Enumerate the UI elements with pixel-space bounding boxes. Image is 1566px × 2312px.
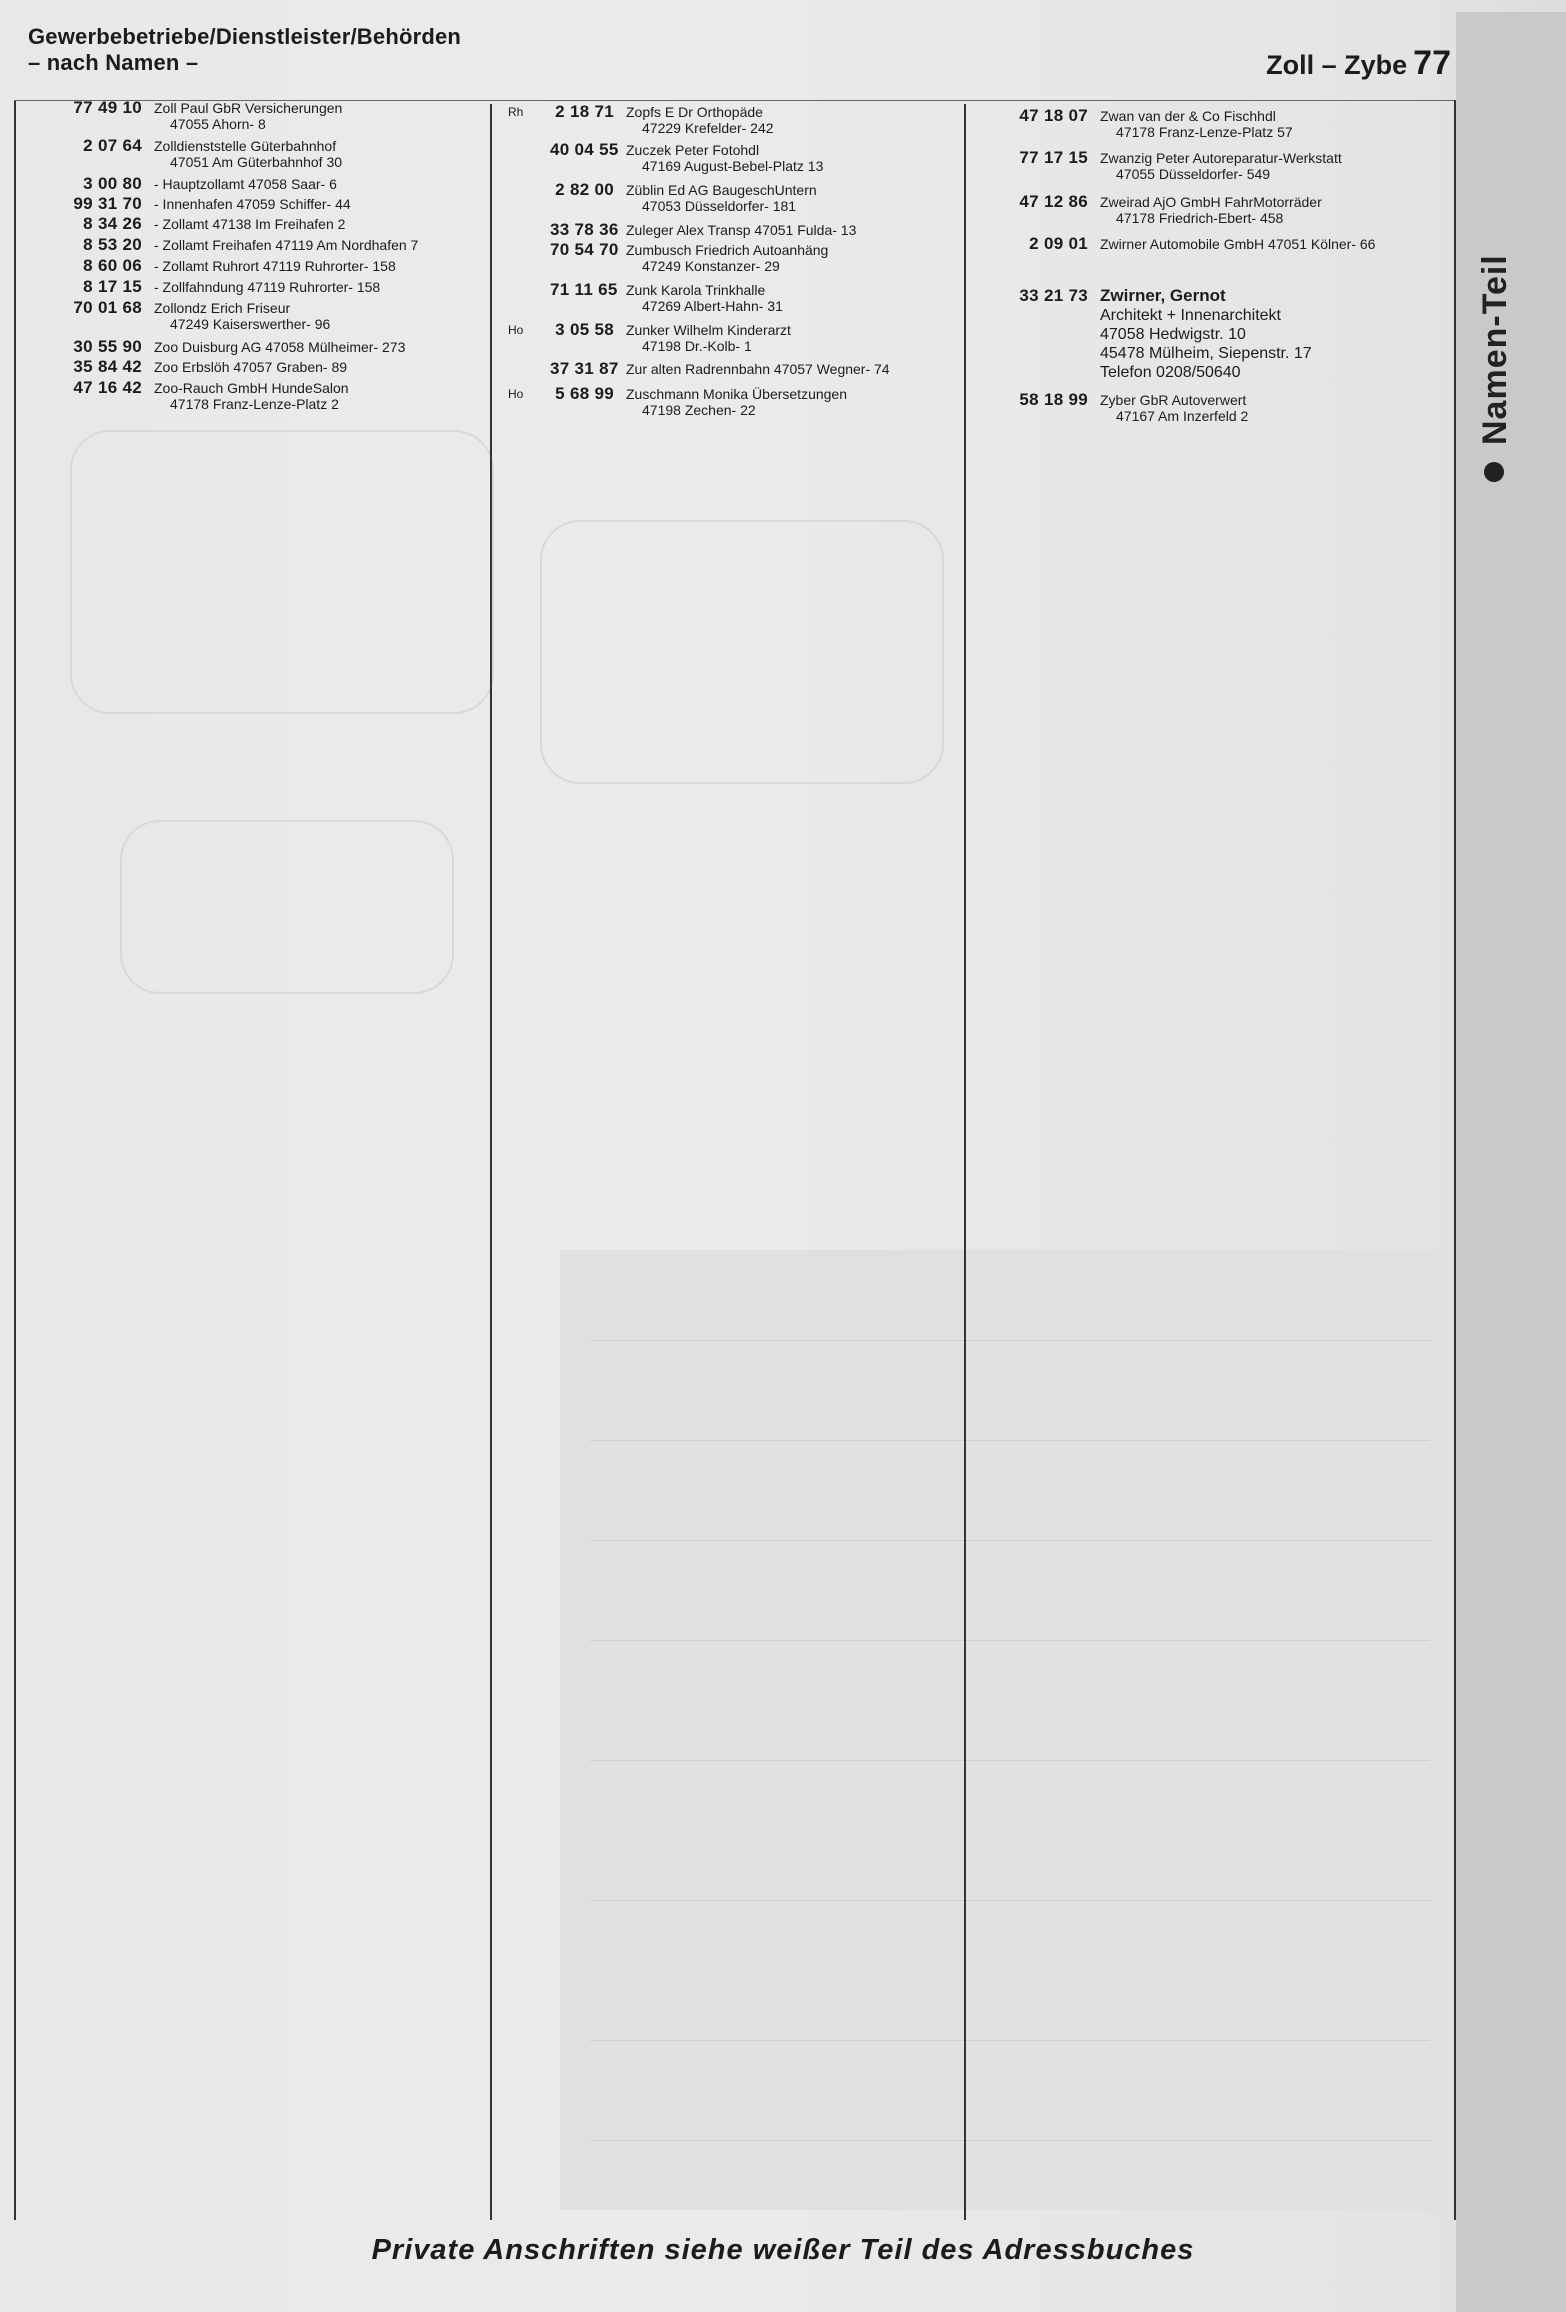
entry-name	[626, 182, 817, 214]
section-heading-line2: – nach Namen –	[28, 50, 199, 75]
page-header-right	[1266, 44, 1451, 83]
phone-number: 2 09 01	[1029, 234, 1088, 253]
entry-address: 47198 Dr.-Kolb- 1	[642, 338, 752, 354]
entry-name-text: Zunk Karola Trinkhalle	[626, 282, 766, 298]
entry-address: 47178 Friedrich-Ebert- 458	[1116, 210, 1284, 226]
phone-number: 47 16 42	[73, 378, 142, 397]
phone-number: 37 31 87	[550, 359, 619, 378]
entry-name-text: Züblin Ed AG BaugeschUntern	[626, 182, 817, 198]
page-number: 77	[1413, 44, 1451, 82]
list-item	[60, 176, 337, 192]
entry-name-text: Zwan van der & Co Fischhdl	[1100, 108, 1276, 124]
phone-number: 77 17 15	[1019, 148, 1088, 167]
entry-name-text: - Zollfahndung 47119 Ruhrorter- 158	[154, 279, 381, 295]
entry-address: 47229 Krefelder- 242	[642, 120, 774, 136]
entry-name-text: Zur alten Radrennbahn 47057 Wegner- 74	[626, 361, 890, 377]
entry-address: 47269 Albert-Hahn- 31	[642, 298, 783, 314]
featured-detail-line: Telefon 0208/50640	[1100, 364, 1241, 381]
entry-name-text: Zwanzig Peter Autoreparatur-Werkstatt	[1100, 150, 1342, 166]
alphabetic-range: Zoll – Zybe	[1266, 50, 1408, 80]
entry-address: 47055 Düsseldorfer- 549	[1116, 166, 1271, 182]
entry-name-text: - Zollamt Ruhrort 47119 Ruhrorter- 158	[154, 258, 396, 274]
entry-name	[1100, 108, 1293, 140]
list-item	[60, 300, 330, 332]
phone-number: 33 21 73	[1019, 286, 1088, 305]
entry-name	[626, 104, 774, 136]
list-item	[550, 182, 817, 214]
list-item	[60, 100, 342, 132]
entry-name	[626, 361, 890, 377]
entry-name-text: Zollondz Erich Friseur	[154, 300, 291, 316]
entry-name	[154, 196, 351, 212]
phone-number: 3 00 80	[83, 174, 142, 193]
list-item	[1010, 150, 1342, 182]
column-divider	[490, 104, 492, 2220]
phone-number: 77 49 10	[73, 98, 142, 117]
entry-name-text: Zuczek Peter Fotohdl	[626, 142, 760, 158]
entry-address: 47055 Ahorn- 8	[170, 116, 266, 132]
district-prefix: Ho	[508, 387, 524, 401]
phone-number: 30 55 90	[73, 337, 142, 356]
bullet-icon	[1484, 462, 1504, 482]
featured-entry	[1010, 286, 1312, 382]
entry-address: 47178 Franz-Lenze-Platz 57	[1116, 124, 1293, 140]
list-item	[1010, 392, 1248, 424]
district-prefix: Ho	[508, 323, 524, 337]
list-item	[550, 361, 890, 377]
entry-address: 47198 Zechen- 22	[642, 402, 756, 418]
entry-name	[154, 216, 345, 232]
phone-number: 40 04 55	[550, 140, 619, 159]
featured-detail-line: Architekt + Innenarchitekt	[1100, 307, 1281, 324]
entry-name	[154, 380, 349, 412]
phone-number: 2 07 64	[83, 136, 142, 155]
entry-name	[154, 339, 405, 355]
entry-name-text: Zwirner Automobile GmbH 47051 Kölner- 66	[1100, 236, 1376, 252]
list-item	[60, 339, 405, 355]
phone-number: 70 01 68	[73, 298, 142, 317]
entry-address: 47178 Franz-Lenze-Platz 2	[170, 396, 339, 412]
column-divider	[964, 104, 966, 2220]
phone-number: 99 31 70	[73, 194, 142, 213]
side-tab-text: Namen-Teil	[1476, 254, 1514, 445]
list-item	[60, 258, 396, 274]
entry-name-text: Zoll Paul GbR Versicherungen	[154, 100, 343, 116]
list-item	[1010, 194, 1322, 226]
entry-address: 47051 Am Güterbahnhof 30	[170, 154, 343, 170]
phone-number: 47 12 86	[1019, 192, 1088, 211]
entry-name	[626, 322, 791, 354]
phone-number: 33 78 36	[550, 220, 619, 239]
entry-name-text: Zoo Duisburg AG 47058 Mülheimer- 273	[154, 339, 406, 355]
entry-name	[626, 386, 847, 418]
entry-name	[154, 100, 342, 132]
entry-name-text: Zunker Wilhelm Kinderarzt	[626, 322, 791, 338]
entry-name	[154, 279, 380, 295]
featured-detail-line: 47058 Hedwigstr. 10	[1100, 326, 1246, 343]
entry-name-text: Zuleger Alex Transp 47051 Fulda- 13	[626, 222, 857, 238]
phone-number: 5 68 99	[555, 384, 614, 403]
entry-name-text: Zoo-Rauch GmbH HundeSalon	[154, 380, 349, 396]
entry-name	[1100, 392, 1248, 424]
entry-name	[1100, 194, 1322, 226]
footer-note: Private Anschriften siehe weißer Teil des Adressbuches	[371, 2234, 1195, 2266]
entry-address: 47249 Kaiserswerther- 96	[170, 316, 331, 332]
entry-name	[154, 237, 418, 253]
list-item	[550, 222, 856, 238]
phone-number: 58 18 99	[1019, 390, 1088, 409]
entry-name	[154, 138, 342, 170]
entry-name-text: Zweirad AjO GmbH FahrMotorräder	[1100, 194, 1322, 210]
entry-name	[626, 242, 828, 274]
phone-number: 2 18 71	[555, 102, 614, 121]
section-heading	[28, 24, 461, 76]
phone-number: 8 34 26	[83, 214, 142, 233]
entry-name	[1100, 150, 1342, 182]
list-item	[60, 359, 347, 375]
entry-name-text: Zuschmann Monika Übersetzungen	[626, 386, 848, 402]
entry-name	[626, 142, 823, 174]
entry-name	[626, 282, 783, 314]
entry-address: 47167 Am Inzerfeld 2	[1116, 408, 1249, 424]
list-item	[60, 237, 418, 253]
phone-number: 8 17 15	[83, 277, 142, 296]
list-item	[60, 196, 351, 212]
list-item	[508, 320, 791, 354]
entry-name	[1100, 286, 1312, 382]
list-item	[60, 279, 380, 295]
phone-number: 47 18 07	[1019, 106, 1088, 125]
list-item	[60, 216, 345, 232]
entry-address: 47249 Konstanzer- 29	[642, 258, 780, 274]
entry-name-text: - Innenhafen 47059 Schiffer- 44	[154, 196, 351, 212]
phone-number: 71 11 65	[550, 280, 618, 299]
entry-name-text: Zoo Erbslöh 47057 Graben- 89	[154, 359, 348, 375]
entry-name-text: - Zollamt 47138 Im Freihafen 2	[154, 216, 346, 232]
entry-name-text: - Zollamt Freihafen 47119 Am Nordhafen 7	[154, 237, 419, 253]
list-item	[1010, 108, 1293, 140]
entry-name-text: - Hauptzollamt 47058 Saar- 6	[154, 176, 337, 192]
list-item	[508, 384, 848, 418]
section-heading-line1: Gewerbebetriebe/Dienstleister/Behörden	[28, 24, 462, 49]
entry-name	[154, 258, 396, 274]
entry-address: 47053 Düsseldorfer- 181	[642, 198, 797, 214]
entry-name	[626, 222, 856, 238]
district-prefix: Rh	[508, 105, 524, 119]
entry-name-text: Zyber GbR Autoverwert	[1100, 392, 1247, 408]
phone-number: 3 05 58	[555, 320, 614, 339]
list-item	[550, 282, 783, 314]
entry-name	[154, 359, 347, 375]
entry-name-text: Zolldienststelle Güterbahnhof	[154, 138, 337, 154]
entry-name-text: Zumbusch Friedrich Autoanhäng	[626, 242, 829, 258]
list-item	[508, 102, 774, 136]
list-item	[60, 380, 349, 412]
list-item	[550, 242, 828, 274]
phone-number: 70 54 70	[550, 240, 619, 259]
entry-name	[1100, 236, 1375, 252]
featured-detail-line: 45478 Mülheim, Siepenstr. 17	[1100, 345, 1312, 362]
list-item	[1010, 236, 1375, 252]
list-item	[550, 142, 823, 174]
entry-name-text: Zopfs E Dr Orthopäde	[626, 104, 763, 120]
entry-name	[154, 176, 337, 192]
phone-number: 2 82 00	[555, 180, 614, 199]
entry-name	[154, 300, 330, 332]
phone-number: 35 84 42	[73, 357, 142, 376]
entry-address: 47169 August-Bebel-Platz 13	[642, 158, 824, 174]
phone-number: 8 60 06	[83, 256, 142, 275]
list-item	[60, 138, 342, 170]
phone-number: 8 53 20	[83, 235, 142, 254]
entry-name-text: Zwirner, Gernot	[1100, 286, 1226, 305]
